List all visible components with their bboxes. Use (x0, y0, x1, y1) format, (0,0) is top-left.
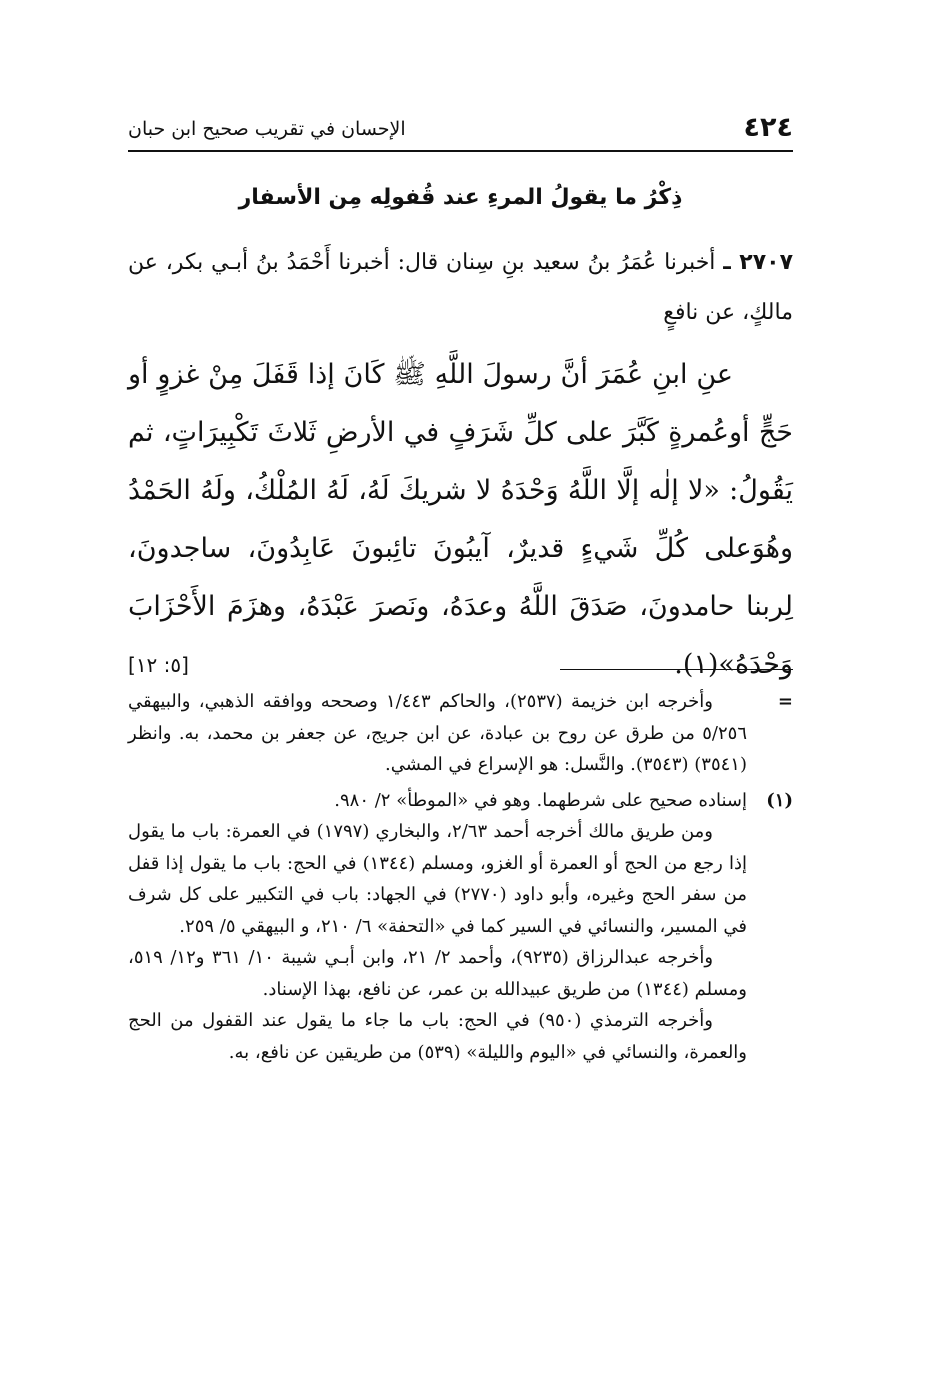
footnote-1 (128, 785, 793, 1069)
footnote-continuation (128, 686, 793, 781)
page-number: ٤٢٤ (743, 112, 793, 143)
footnote-paragraph: وأخرجه الترمذي (٩٥٠) في الحج: باب ما جاء ما يقول عند القفول من الحج والعمرة، والنسائي في «اليوم والليلة» (٥٣٩) من طريقين عن نافع، به. (128, 1010, 747, 1063)
matn-text: عنِ ابنِ عُمَرَ أنَّ رسولَ اللَّهِ ﷺ كَانَ إذا قَفَلَ مِنْ غزوٍ أو حَجٍّ أوعُمرةٍ كَبَّرَ على كلِّ شَرَفٍ في الأرضِ ثَلاثَ تَكْبِيرَاتٍ، ثم يَقُولُ: «لا إلٰه إلَّا اللَّهُ وَحْدَهُ لا شريكَ لَهُ، لَهُ المُلْكُ، ولَهُ الحَمْدُ وهُوَعلى كُلِّ شَيءٍ قديرٌ، آيبُونَ تائِبونَ عَابِدُونَ، ساجدونَ، لِربنا حامدونَ، صَدَقَ اللَّهُ وعدَهُ، ونَصرَ عَبْدَهُ، وهزَمَ الأَحْزَابَ وَحْدَهُ»(١). (128, 359, 793, 680)
footnotes (128, 686, 793, 1068)
footnote-1-mark: (١) (766, 789, 793, 811)
footnote-separator (560, 669, 793, 670)
isnad-text: أخبرنا عُمَرُ بنُ سعيد بنِ سِنان قال: أخبرنا أَحْمَدُ بنُ أبـي بكر، عن مالكٍ، عن نافعٍ (128, 250, 793, 325)
footnote-paragraph: وأخرجه ابن خزيمة (٢٥٣٧)، والحاكم ١/٤٤٣ وصححه ووافقه الذهبي، والبيهقي ٥/٢٥٦ من طرق عن روح بن عبادة، عن ابن جريج، عن جعفر بن محمد، به. وانظر (٣٥٤١) (٣٥٤٣). والنَّسل: هو الإسراع في المشي. (128, 691, 747, 775)
footnote-paragraph: وأخرجه عبدالرزاق (٩٢٣٥)، وأحمد ٢/ ٢١، وابن أبـي شيبة ١٠/ ٣٦١ و١٢/ ٥١٩، ومسلم (١٣٤٤) من طريق عبيدالله بن عمر، عن نافع، بهذا الإسناد. (128, 947, 747, 1000)
page-header (128, 108, 793, 152)
footnote-continuation-mark: = (777, 691, 793, 712)
footnote-paragraph: ومن طريق مالك أخرجه أحمد ٢/٦٣، والبخاري (١٧٩٧) في العمرة: باب ما يقول إذا رجع من الحج أو العمرة أو الغزو، ومسلم (١٣٤٤) في الحج: باب ما يقول إذا قفل من سفر الحج وغيره، وأبو داود (٢٧٧٠) في الجهاد: باب في التكبير على كل شرف في المسير، والنسائي في السير كما في «التحفة» ٦/ ٢١٠، و البيهقي ٥/ ٢٥٩. (128, 821, 747, 937)
chapter-title: ذِكْرُ ما يقولُ المرءِ عند قُفولِه مِن الأسفار (238, 185, 683, 210)
running-title: الإحسان في تقريب صحيح ابن حبان (128, 118, 406, 140)
hadith-reference: [٥: ١٢] (128, 653, 189, 677)
hadith-number: ٢٧٠٧ ـ (723, 250, 793, 275)
hadith-matn (128, 346, 793, 694)
footnote-paragraph: إسناده صحيح على شرطهما. وهو في «الموطأ» ٢/ ٩٨٠. (334, 789, 747, 811)
hadith-isnad (128, 238, 793, 338)
